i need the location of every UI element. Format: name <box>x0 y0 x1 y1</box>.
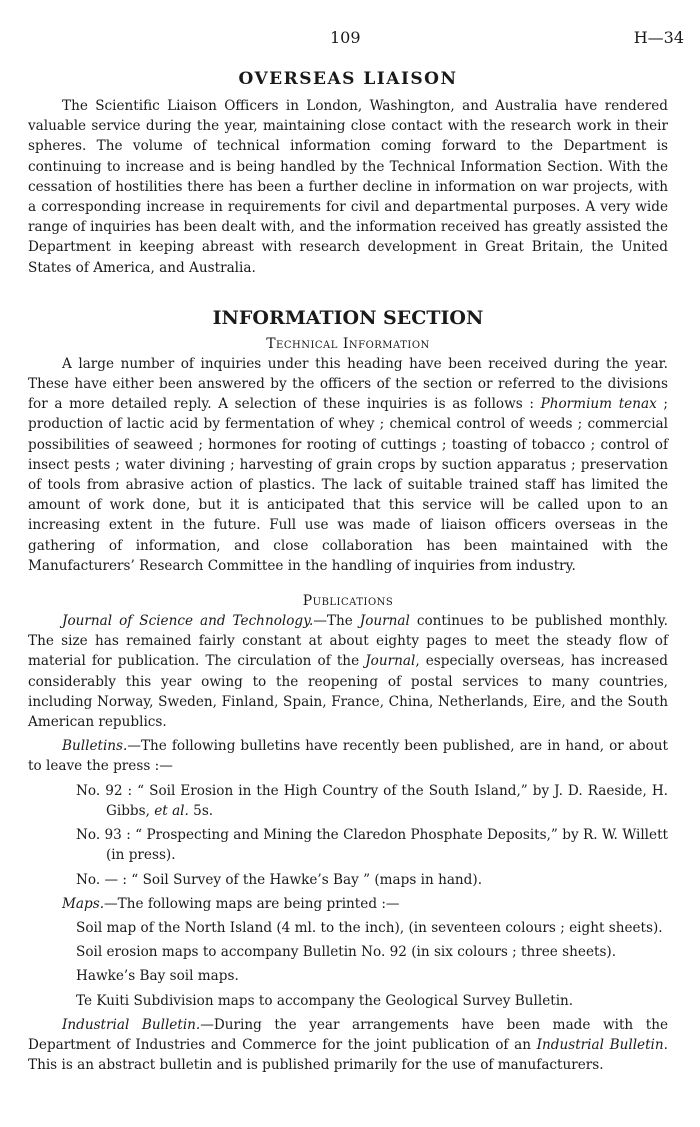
technical-information-heading: Technical Information <box>266 335 430 352</box>
bulletin-item <box>28 781 668 821</box>
bulletins-paragraph <box>28 736 668 776</box>
industrial-bulletin-name: Industrial Bulletin <box>536 1036 664 1053</box>
map-item: Soil map of the North Island (4 ml. to the inch), (in seventeen colours ; eight sheets). <box>76 919 663 936</box>
page-number: 109 <box>330 28 361 47</box>
bulletins-intro: —The following bulletins have recently been published, are in hand, or about to leave the press :— <box>28 738 668 775</box>
information-section-heading: INFORMATION SECTION <box>212 306 484 329</box>
maps-paragraph <box>28 894 668 914</box>
bulletin-92-text: No. 92 : “ Soil Erosion in the High Country of the South Island,” by J. D. Raeside, H. Gibbs, <box>76 782 668 819</box>
phormium-term: Phormium tenax <box>540 396 657 413</box>
page-header <box>0 28 700 48</box>
technical-information-paragraph <box>28 354 668 576</box>
industrial-bulletin-title: Industrial Bulletin. <box>62 1016 201 1033</box>
map-item: Hawke’s Bay soil maps. <box>76 968 239 985</box>
journal-text-1: continues to be published monthly. The size has remained fairly constant at about eighty pages to meet the steady flow of material for publication. The circulation of the <box>28 613 668 670</box>
bulletins-title: Bulletins. <box>62 738 128 755</box>
journal-word: Journal <box>359 613 410 630</box>
journal-word: Journal <box>365 653 416 670</box>
bulletin-item: No. — : “ Soil Survey of the Hawke’s Bay ” (maps in hand). <box>76 871 483 888</box>
overseas-liaison-heading: OVERSEAS LIAISON <box>238 69 458 89</box>
journal-paragraph <box>28 611 668 732</box>
journal-text-2: , especially overseas, has increased considerably this year owing to the reopening of postal services to many countries, including Norway, Sweden, Finland, Spain, France, China, Netherlands, Eire, and the South American republics. <box>28 653 668 731</box>
overseas-liaison-paragraph: The Scientific Liaison Officers in London, Washington, and Australia have rendered valuable service during the year, maintaining close contact with the research work in their spheres. The volume of technical information coming forward to the Department is continuing to increase and is being handled by the Technical Information Section. With the cessation of hostilities there has been a further decline in information on war projects, with a corresponding increase in requirements for civil and departmental purposes. A very wide range of inquiries has been dealt with, and the information received has greatly assisted the Department in keeping abreast with research development in Great Britain, the United States of America, and Australia. <box>28 98 668 276</box>
industrial-text-1: —During the year arrangements have been made with the Department of Industries and Commerce for the joint publication of an <box>28 1016 668 1053</box>
document-reference: H—34 <box>633 28 684 47</box>
bulletin-92-price: 5s. <box>188 802 214 819</box>
map-item: Te Kuiti Subdivision maps to accompany the Geological Survey Bulletin. <box>76 992 574 1009</box>
industrial-text-2: . This is an abstract bulletin and is published primarily for the use of manufacturers. <box>28 1036 668 1074</box>
bulletin-item: No. 93 : “ Prospecting and Mining the Claredon Phosphate Deposits,” by R. W. Willett (in press). <box>76 827 668 864</box>
page-content <box>28 68 668 1075</box>
publications-heading: Publications <box>302 593 394 610</box>
map-item: Soil erosion maps to accompany Bulletin No. 92 (in six colours ; three sheets). <box>76 944 617 961</box>
maps-title: Maps. <box>62 895 105 912</box>
maps-intro: —The following maps are being printed :— <box>104 895 400 912</box>
industrial-bulletin-paragraph <box>28 1015 668 1076</box>
technical-intro: A large number of inquiries under this heading have been received during the year. These have either been answered by the officers of the section or referred to the divisions for a more detailed reply. A selection of these inquiries is as follows : <box>28 355 668 413</box>
technical-list: ; production of lactic acid by fermentation of whey ; chemical control of weeds ; commercial possibilities of seaweed ; hormones for rooting of cuttings ; toasting of tobacco ; control of insect pests ; water divining ; harvesting of grain crops by suction apparatus ; preservation of tools from abrasive action of plastics. The lack of suitable trained staff has limited the amount of work done, but it is anticipated that this service will be called upon to an increasing extent in the future. Full use was made of liaison officers overseas in the gathering of information, and close collaboration has been maintained with the Manufacturers’ Research Committee in the handling of inquiries from industry. <box>28 396 668 574</box>
journal-title: Journal of Science and Technology. <box>62 613 314 630</box>
bulletin-92-etal: et al. <box>154 802 189 819</box>
journal-dash: —The <box>313 613 360 630</box>
